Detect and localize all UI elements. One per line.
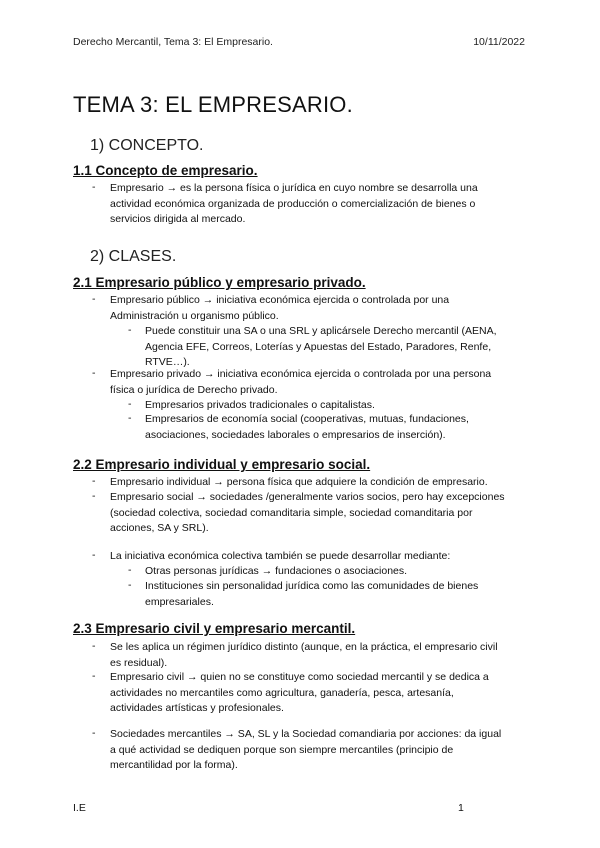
bullet-marker: -	[92, 293, 96, 305]
text-line: física o jurídica de Derecho privado.	[110, 383, 278, 396]
bullet-marker: -	[92, 490, 96, 502]
subsection-heading-1-1: 1.1 Concepto de empresario.	[73, 163, 258, 178]
text-line: servicios dirigida al mercado.	[110, 213, 246, 225]
list-item	[110, 727, 501, 774]
bullet-marker: -	[128, 324, 132, 336]
text-line: Instituciones sin personalidad jurídica como las comunidades de bienes	[145, 580, 479, 592]
text-line: Puede constituir una SA o una SRL y aplicársele Derecho mercantil (AENA,	[145, 325, 497, 337]
text-line: Empresario social → sociedades /generalmente varios socios, pero hay excepciones	[110, 491, 505, 503]
text-line: empresariales.	[145, 595, 214, 608]
text-line: Empresario → es la persona física o jurídica en cuyo nombre se desarrolla una	[110, 182, 478, 194]
bullet-marker: -	[92, 727, 96, 739]
text-line: La iniciativa económica colectiva también se puede desarrollar mediante:	[110, 550, 451, 562]
text-line: Sociedades mercantiles → SA, SL y la Sociedad comandiaria por acciones: da igual	[110, 728, 502, 740]
list-item	[110, 367, 491, 398]
page-number: 1	[458, 802, 464, 814]
bullet-marker: -	[92, 181, 96, 193]
bullet-marker: -	[92, 549, 96, 561]
subsection-heading-2-1: 2.1 Empresario público y empresario privado.	[73, 275, 366, 290]
text-line: Administración u organismo público.	[110, 309, 279, 322]
text-line: mercantilidad por la forma).	[110, 759, 238, 771]
text-line: Se les aplica un régimen jurídico distinto (aunque, en la práctica, el empresario civil	[110, 641, 498, 653]
bullet-marker: -	[92, 367, 96, 379]
page-header-title: Derecho Mercantil, Tema 3: El Empresario.	[73, 36, 273, 48]
text-line: Empresarios de economía social (cooperativas, mutuas, fundaciones,	[145, 413, 469, 425]
subsection-heading-2-2: 2.2 Empresario individual y empresario social.	[73, 457, 371, 472]
text-line: RTVE…).	[145, 356, 190, 368]
list-item	[110, 475, 488, 491]
list-item	[145, 579, 478, 610]
bullet-marker: -	[92, 640, 96, 652]
text-line: actividad económica organizada de producción o comercialización de bienes o	[110, 197, 476, 210]
list-item	[145, 412, 469, 443]
list-item	[110, 670, 489, 717]
list-item	[110, 181, 478, 228]
footer-initials: I.E	[73, 802, 86, 814]
page-title: TEMA 3: EL EMPRESARIO.	[73, 92, 353, 117]
text-line: Otras personas jurídicas → fundaciones o asociaciones.	[145, 565, 408, 577]
bullet-marker: -	[92, 475, 96, 487]
text-line: actividades no mercantiles como agricultura, ganadería, pesca, artesanía,	[110, 686, 454, 699]
list-item	[110, 549, 450, 565]
list-item	[110, 490, 505, 537]
page-header-date: 10/11/2022	[473, 36, 525, 48]
text-line: Empresario civil → quien no se constituye como sociedad mercantil y se dedica a	[110, 671, 489, 683]
text-line: Empresarios privados tradicionales o capitalistas.	[145, 399, 375, 411]
text-line: acciones, SA y SRL).	[110, 522, 209, 534]
subsection-heading-2-3: 2.3 Empresario civil y empresario mercantil.	[73, 621, 356, 636]
bullet-marker: -	[92, 670, 96, 682]
list-item	[110, 640, 498, 671]
list-item	[145, 324, 497, 371]
section-heading-concepto: 1) CONCEPTO.	[90, 137, 204, 154]
text-line: Empresario individual → persona física que adquiere la condición de empresario.	[110, 476, 488, 488]
text-line: actividades artísticas y profesionales.	[110, 702, 284, 714]
text-line: Empresario privado → iniciativa económica ejercida o controlada por una persona	[110, 368, 492, 380]
text-line: (sociedad colectiva, sociedad comanditaria simple, sociedad comanditaria por	[110, 506, 473, 519]
text-line: a qué actividad se dediquen porque son siempre mercantiles (principio de	[110, 743, 454, 756]
list-item	[110, 293, 449, 324]
bullet-marker: -	[128, 579, 132, 591]
text-line: es residual).	[110, 656, 168, 669]
section-heading-clases: 2) CLASES.	[90, 248, 177, 265]
list-item	[145, 564, 407, 580]
text-line: Empresario público → iniciativa económica ejercida o controlada por una	[110, 294, 450, 306]
text-line: Agencia EFE, Correos, Loterías y Apuestas del Estado, Paradores, Renfe,	[145, 340, 492, 353]
text-line: asociaciones, sociedades laborales o empresarios de inserción).	[145, 428, 446, 441]
bullet-marker: -	[128, 412, 132, 424]
bullet-marker: -	[128, 398, 132, 410]
bullet-marker: -	[128, 564, 132, 576]
